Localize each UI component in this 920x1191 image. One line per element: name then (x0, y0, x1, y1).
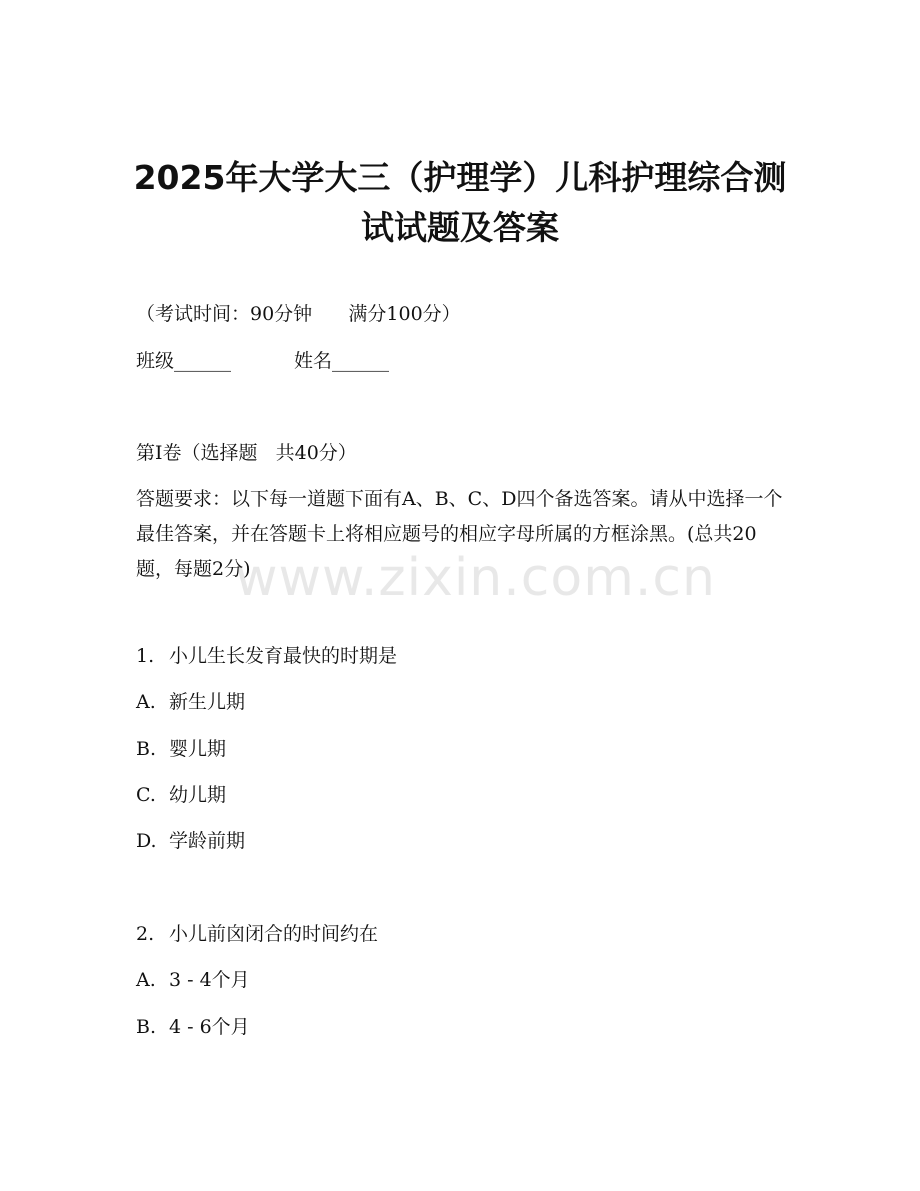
option-1b (136, 737, 226, 761)
question-2 (136, 922, 378, 946)
option-letter: B. (136, 738, 157, 760)
option-letter: B. (136, 1016, 157, 1038)
option-text: 3 - 4个月 (169, 969, 250, 991)
class-field: 班级______ (136, 350, 232, 372)
option-text: 新生儿期 (169, 691, 246, 713)
question-number: 1. (136, 645, 155, 667)
section-heading: 第I卷（选择题 共40分） (136, 442, 357, 464)
watermark: www.zixin.com.cn (235, 548, 716, 608)
question-number: 2. (136, 923, 155, 945)
question-1 (136, 644, 397, 668)
option-1c (136, 783, 226, 807)
option-text: 幼儿期 (169, 784, 227, 806)
option-text: 学龄前期 (169, 830, 246, 852)
document-title-line2: 试试题及答案 (361, 208, 559, 247)
option-2b (136, 1015, 250, 1039)
instructions: 答题要求：以下每一道题下面有A、B、C、D四个备选答案。请从中选择一个最佳答案，并在答题卡上将相应题号的相应字母所属的方框涂黑。(总共20题，每题2分) (136, 488, 783, 580)
option-2a (136, 968, 250, 992)
option-1a (136, 690, 245, 714)
option-letter: A. (136, 969, 156, 991)
option-letter: A. (136, 691, 156, 713)
option-letter: C. (136, 784, 156, 806)
exam-info: （考试时间：90分钟 满分100分） (136, 303, 461, 325)
question-text: 小儿前囟闭合的时间约在 (169, 923, 379, 945)
document-title-line1: 2025年大学大三（护理学）儿科护理综合测 (133, 158, 787, 197)
option-text: 4 - 6个月 (169, 1016, 250, 1038)
name-field: 姓名______ (294, 350, 390, 372)
option-letter: D. (136, 830, 157, 852)
option-text: 婴儿期 (169, 738, 227, 760)
option-1d (136, 829, 245, 853)
question-text: 小儿生长发育最快的时期是 (169, 645, 398, 667)
